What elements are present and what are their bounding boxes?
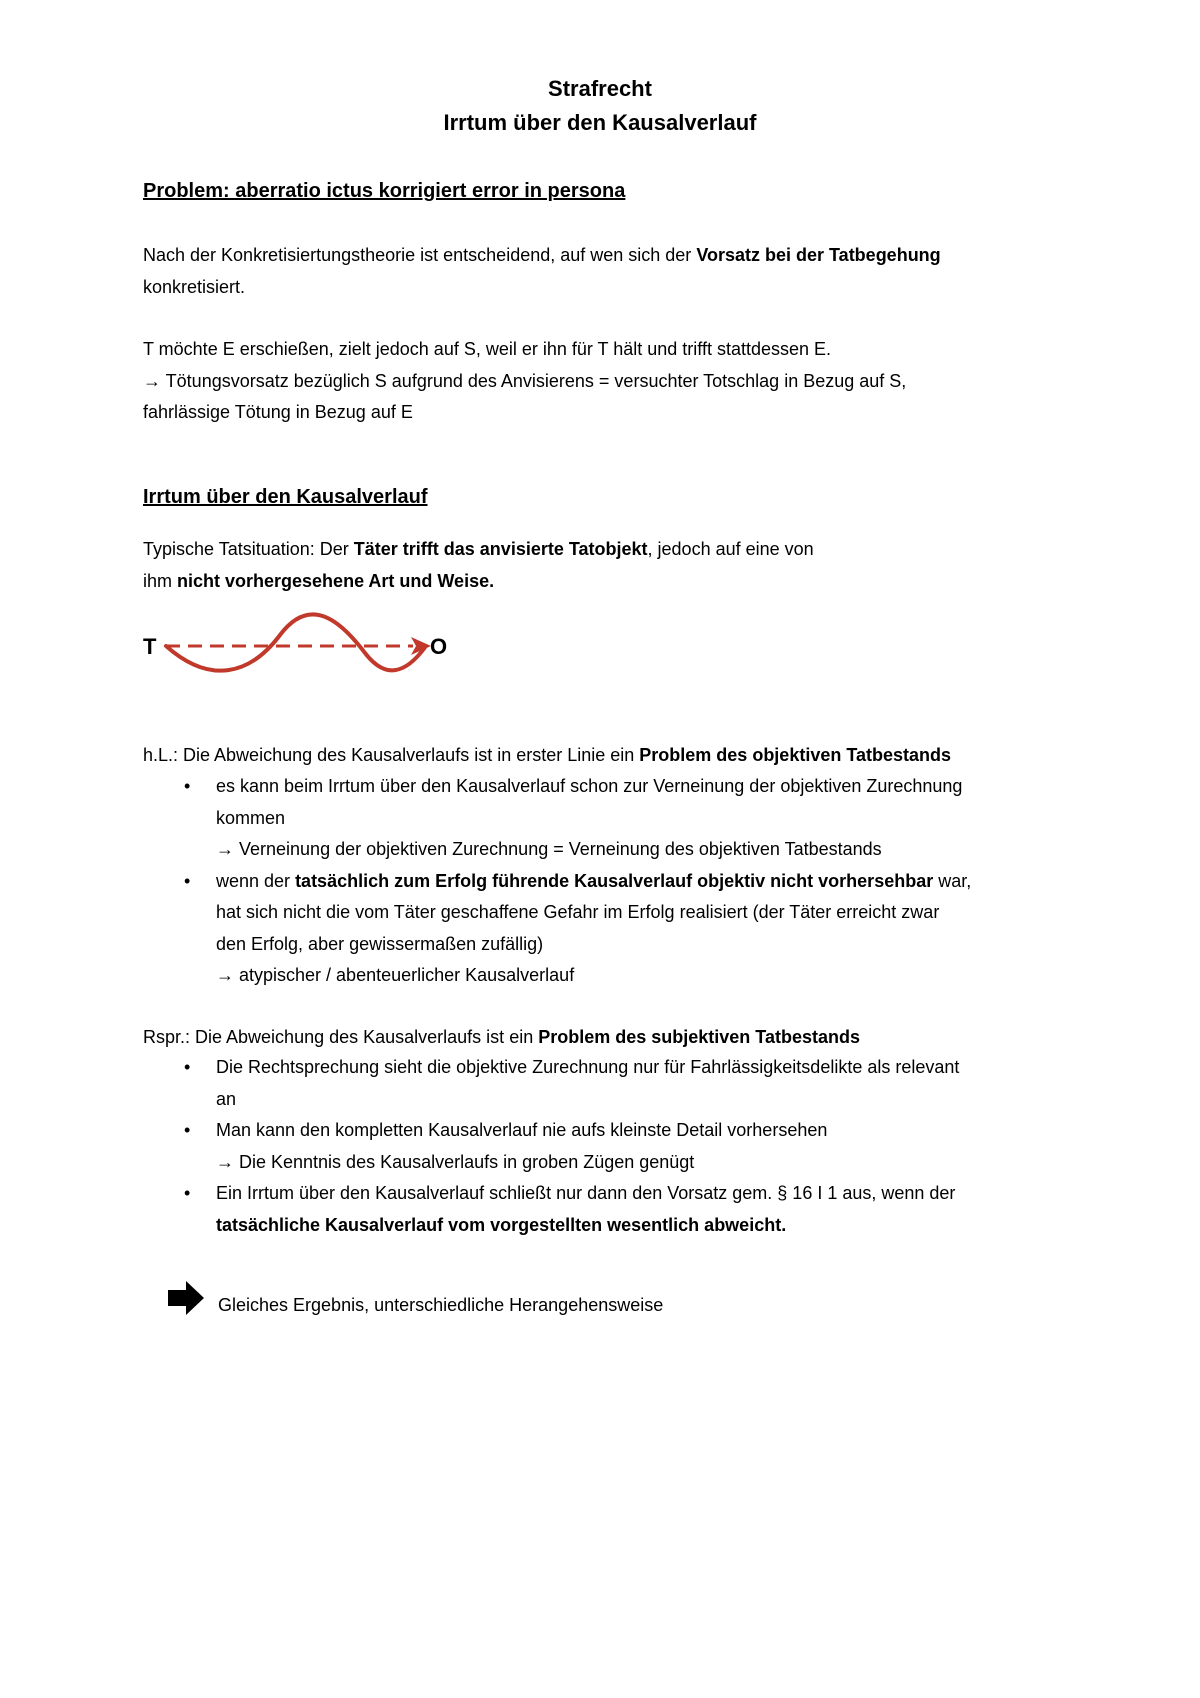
text-vorsatz-bold: Vorsatz bei der Tatbegehung: [696, 245, 941, 265]
text-rspr-b: Problem des subjektiven Tatbestands: [538, 1027, 860, 1047]
section-heading-aberratio: Problem: aberratio ictus korrigiert error in persona: [143, 180, 626, 202]
text-situation-d: ihm: [143, 570, 178, 591]
hl-b2-b: tatsächlich zum Erfolg führende Kausalverlauf objektiv nicht vorhersehbar: [295, 870, 934, 891]
section-heading-kausalverlauf: Irrtum über den Kausalverlauf: [143, 486, 428, 508]
rspr-b1-line2: an: [216, 1088, 237, 1109]
diagram-label-o: O: [430, 634, 448, 659]
text-konkretisiert: konkretisiert.: [143, 276, 246, 297]
list-hl: [143, 771, 1073, 992]
list-item: [143, 771, 1073, 866]
diagram-label-t: T: [143, 634, 157, 659]
text-rspr-a: Rspr.: Die Abweichung des Kausalverlaufs ist ein: [143, 1027, 539, 1047]
hl-b2-a: wenn der: [216, 870, 296, 891]
text-hl-b: Problem des objektiven Tatbestands: [639, 745, 952, 765]
example-line-2: → Tötungsvorsatz bezüglich S aufgrund des Anvisierens = versuchter Totschlag in Bezug auf S,: [143, 370, 907, 391]
list-item: [143, 1115, 1073, 1178]
list-item: [143, 1052, 1073, 1115]
diagram-wave-line: [166, 614, 426, 670]
text-situation-a: Typische Tatsituation: Der: [143, 539, 354, 559]
rspr-b3-line1: • Ein Irrtum über den Kausalverlauf schließt nur dann den Vorsatz gem. § 16 I 1 aus, wenn der: [216, 1183, 956, 1203]
paragraph-hl-intro: [143, 740, 1073, 772]
right-arrow-icon: [166, 1279, 206, 1317]
hl-b2-line3: den Erfolg, aber gewissermaßen zufällig): [216, 933, 544, 954]
hl-b1-line1: • es kann beim Irrtum über den Kausalverlauf schon zur Verneinung der objektiven Zurechnung: [216, 776, 963, 796]
hl-b2-line4: → atypischer / abenteuerlicher Kausalverlauf: [216, 965, 575, 985]
list-item: [143, 1178, 1073, 1241]
hl-b2-line2: hat sich nicht die vom Täter geschaffene Gefahr im Erfolg realisiert (der Täter erreicht zwar: [216, 902, 940, 922]
hl-b1-line2: kommen: [216, 807, 286, 828]
paragraph-rspr-intro: [143, 1022, 1073, 1054]
rspr-b2-line2: → Die Kenntnis des Kausalverlaufs in groben Zügen genügt: [216, 1151, 695, 1172]
paragraph-konkretisierung: [143, 240, 1073, 303]
example-line-1: T möchte E erschießen, zielt jedoch auf S, weil er ihn für T hält und trifft stattdessen E.: [143, 339, 832, 359]
rspr-b1-line1: • Die Rechtsprechung sieht die objektive Zurechnung nur für Fahrlässigkeitsdelikte als relevant: [216, 1057, 960, 1077]
document-title: Strafrecht: [548, 76, 652, 101]
text-situation-b: Täter trifft das anvisierte Tatobjekt: [353, 539, 648, 559]
text-situation-c: , jedoch auf eine von: [647, 539, 814, 559]
list-rspr: [143, 1052, 1073, 1241]
hl-b1-line3: → Verneinung der objektiven Zurechnung = Verneinung des objektiven Tatbestands: [216, 839, 882, 859]
conclusion-text: Gleiches Ergebnis, unterschiedliche Herangehensweise: [218, 1295, 664, 1315]
example-line-3: fahrlässige Tötung in Bezug auf E: [143, 402, 413, 422]
list-item: [143, 866, 1073, 992]
hl-b2-c: war,: [933, 870, 972, 891]
paragraph-example: [143, 334, 1073, 429]
rspr-b3-line2: tatsächliche Kausalverlauf vom vorgestellten wesentlich abweicht.: [216, 1214, 787, 1235]
paragraph-tatsituation: [143, 534, 1073, 597]
rspr-b2-line1: • Man kann den kompletten Kausalverlauf nie aufs kleinste Detail vorhersehen: [216, 1120, 828, 1140]
text-konkretisierung-a: Nach der Konkretisiertungstheorie ist entscheidend, auf wen sich der: [143, 245, 697, 265]
text-situation-e: nicht vorhergesehene Art und Weise.: [177, 570, 495, 591]
document-subtitle: Irrtum über den Kausalverlauf: [443, 110, 757, 135]
text-hl-a: h.L.: Die Abweichung des Kausalverlaufs ist in erster Linie ein: [143, 745, 640, 765]
kausalverlauf-diagram: [140, 605, 470, 685]
